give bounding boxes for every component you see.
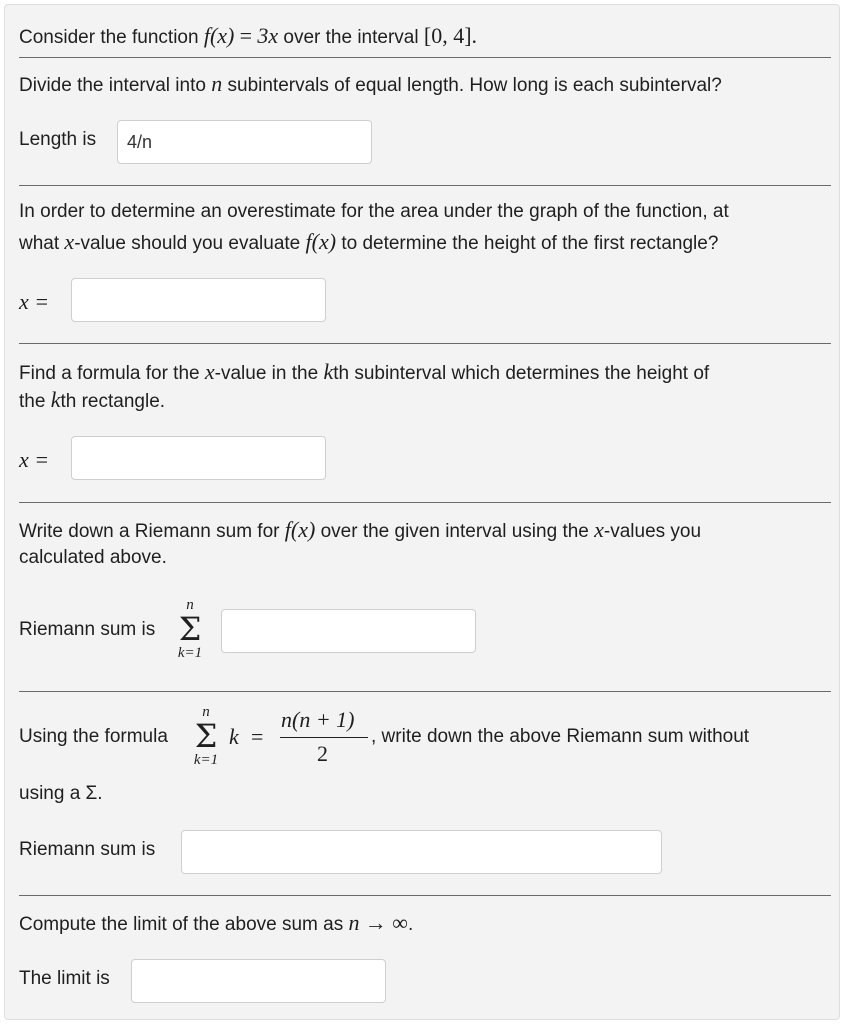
var-x: x [204, 359, 215, 384]
question-subinterval [19, 71, 722, 97]
fraction-bar [280, 737, 368, 738]
question-text: Find a formula for the [19, 363, 200, 384]
limit-arrow: → ∞ [364, 910, 408, 935]
formula-line2: using a Σ. [19, 783, 103, 804]
question-riemann-line1 [19, 517, 701, 543]
sum-lower-limit: k=1 [177, 645, 203, 661]
equals-sign: = [251, 724, 264, 749]
intro-period: . [471, 23, 478, 48]
question-text: -values you [603, 521, 702, 542]
divider [19, 185, 831, 186]
sum-upper-limit: n [202, 704, 210, 720]
formula-rest: , write down the above Riemann sum without [371, 726, 750, 747]
question-panel [4, 4, 840, 1020]
limit-period: . [407, 914, 414, 935]
question-text: over the given interval using the [320, 521, 589, 542]
var-x: x [64, 229, 75, 254]
var-k: k [323, 359, 334, 384]
divider [19, 57, 831, 58]
question-limit [19, 910, 413, 936]
var-k: k [50, 387, 61, 412]
function-label: f(x) [284, 517, 316, 542]
sum-lower-limit: k=1 [193, 752, 219, 768]
riemann-sum-closed-input[interactable] [181, 830, 662, 874]
riemann-sum-input[interactable] [221, 609, 476, 653]
var-n: n [211, 71, 223, 96]
question-text: the [19, 391, 46, 412]
function-label: f(x) [305, 229, 337, 254]
limit-input[interactable] [131, 959, 386, 1003]
x-label: x = [19, 289, 50, 314]
divider [19, 691, 831, 692]
var-k: k [229, 724, 239, 749]
question-kth-line2 [19, 387, 165, 413]
divider [19, 895, 831, 896]
sum-upper-limit: n [186, 597, 194, 613]
fraction-denominator: 2 [317, 741, 328, 766]
question-text: Write down a Riemann sum for [19, 521, 280, 542]
fraction-numerator: n(n + 1) [281, 707, 355, 732]
question-riemann-line2: calculated above. [19, 547, 167, 568]
limit-label: The limit is [19, 968, 110, 989]
length-label: Length is [19, 129, 97, 150]
question-text: what [19, 233, 60, 254]
interval: [0, 4] [423, 23, 472, 48]
function-label: f(x) [203, 23, 235, 48]
length-input[interactable] [117, 120, 372, 164]
question-text: subintervals of equal length. How long is each subinterval? [227, 75, 722, 96]
first-x-input[interactable] [71, 278, 326, 322]
formula-intro: Using the formula [19, 726, 168, 747]
question-text: Compute the limit of the above sum as [19, 914, 344, 935]
question-text: th subinterval which determines the height of [333, 363, 710, 384]
question-text: -value in the [214, 363, 319, 384]
question-text: Divide the interval into [19, 75, 206, 96]
kth-x-input[interactable] [71, 436, 326, 480]
summation [191, 704, 221, 768]
x-label: x = [19, 447, 50, 472]
question-text: -value should you evaluate [74, 233, 301, 254]
intro-text: Consider the function [19, 27, 199, 48]
riemann-sum-closed-label: Riemann sum is [19, 839, 156, 860]
summation [175, 597, 205, 661]
question-first-rect-line2 [19, 229, 718, 255]
function-expression: 3x [257, 23, 279, 48]
question-first-rect-line1: In order to determine an overestimate for the area under the graph of the function, at [19, 201, 729, 222]
divider [19, 502, 831, 503]
var-n: n [348, 910, 360, 935]
sigma-icon: Σ [194, 717, 218, 755]
intro-mid-text: over the interval [283, 27, 419, 48]
riemann-sum-label: Riemann sum is [19, 619, 156, 640]
question-text: to determine the height of the first rectangle? [341, 233, 719, 254]
var-x: x [594, 517, 604, 542]
equals-sign: = [239, 23, 253, 48]
sigma-icon: Σ [178, 610, 202, 648]
intro-line [19, 23, 477, 49]
divider [19, 343, 831, 344]
question-kth-line1 [19, 359, 709, 385]
question-text: th rectangle. [60, 391, 166, 412]
